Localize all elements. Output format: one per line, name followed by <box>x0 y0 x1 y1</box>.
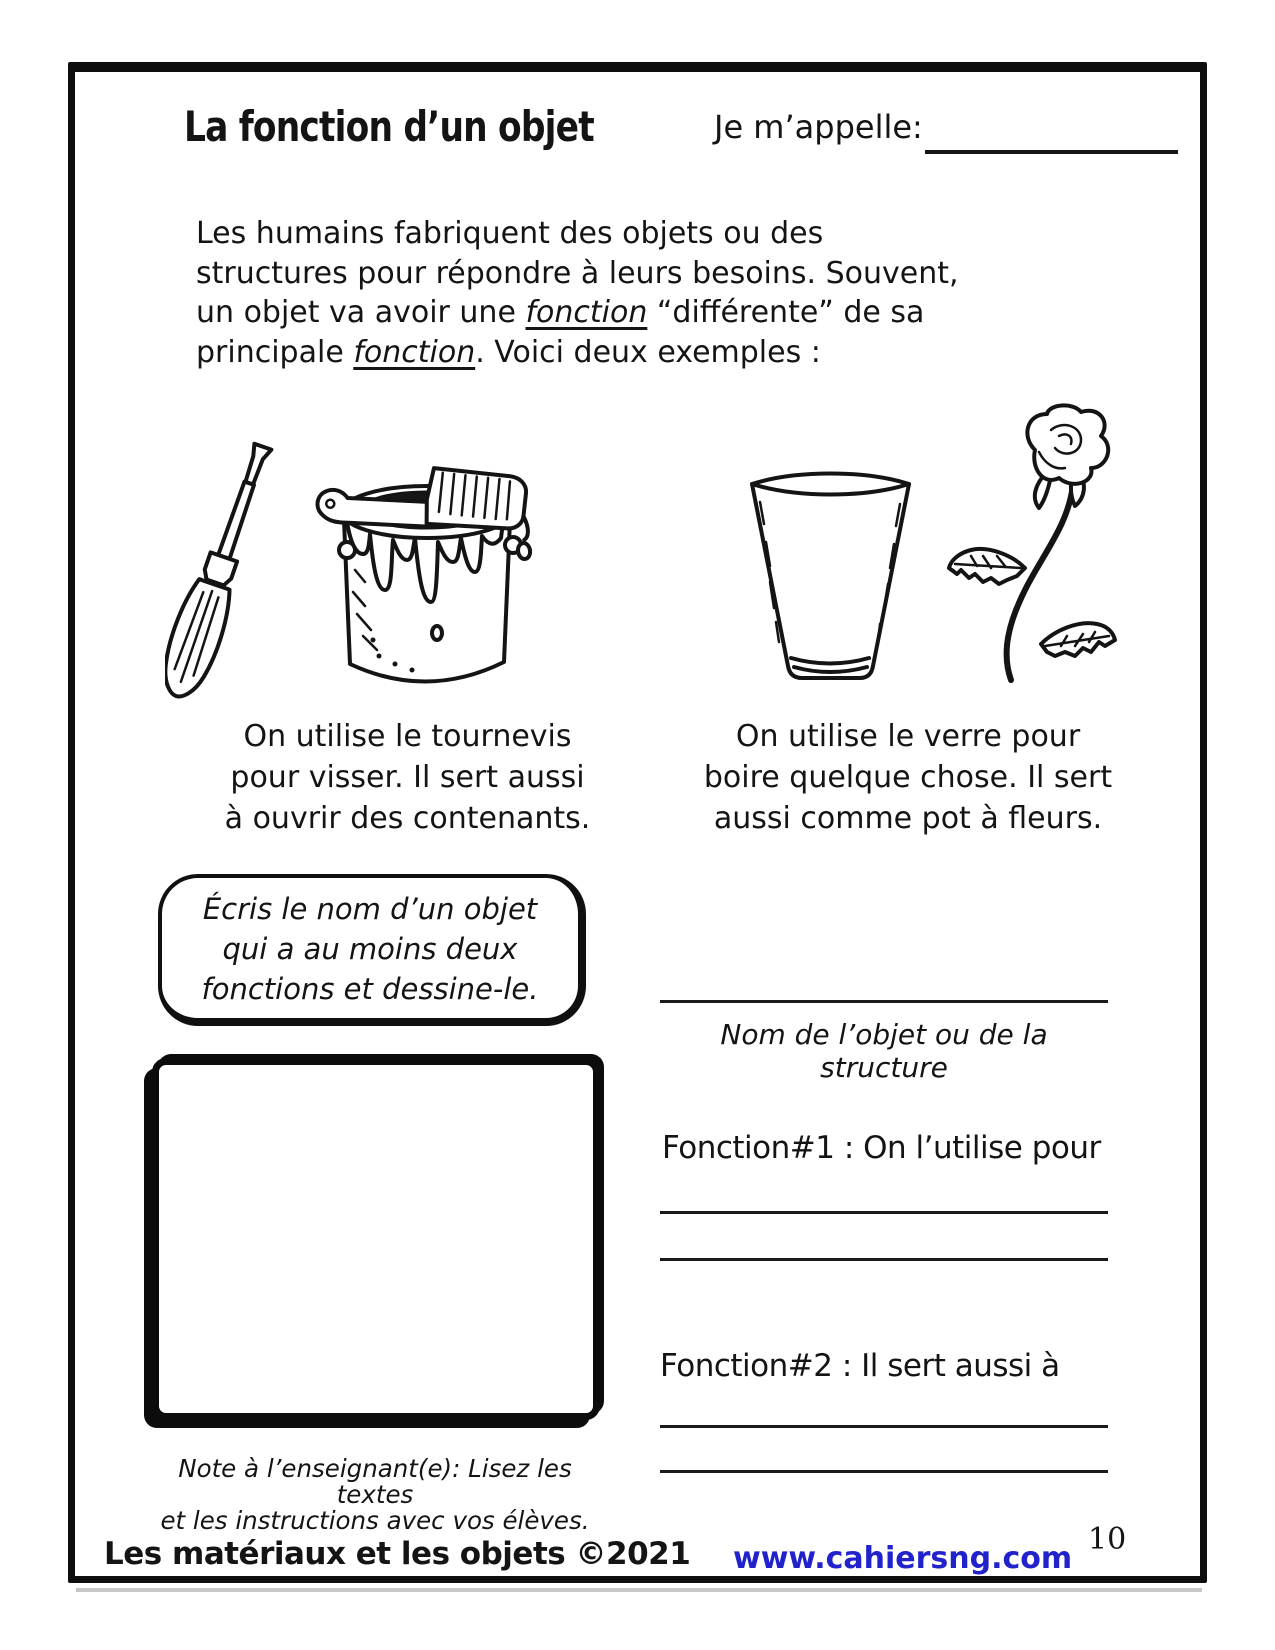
intro-line <box>196 214 959 254</box>
bubble-line: Écris le nom d’un objet <box>202 892 538 926</box>
caption-line: à ouvrir des contenants. <box>224 801 591 836</box>
caption-line: pour visser. Il sert aussi <box>230 760 585 795</box>
fonction2-label: Fonction#2 : Il sert aussi à <box>660 1348 1060 1384</box>
screwdriver-icon <box>165 439 284 704</box>
glass-and-rose-illustration <box>735 392 1117 700</box>
intro-line <box>196 333 959 373</box>
instruction-bubble <box>158 874 586 1026</box>
rose-bloom <box>1027 405 1108 483</box>
drinking-glass-icon <box>752 474 909 679</box>
glass-caption <box>658 716 1158 839</box>
bubble-line: qui a au moins deux <box>222 932 518 966</box>
intro-text: structures pour répondre à leurs besoins. Souvent, <box>196 255 959 291</box>
caption-line: On utilise le tournevis <box>243 719 572 754</box>
intro-text: un objet va avoir une <box>196 295 526 330</box>
paint-can-icon <box>315 454 537 681</box>
can-texture-dot <box>410 668 415 673</box>
intro-text: Les humains fabriquent des objets ou des <box>196 216 824 251</box>
object-name-caption: Nom de l’objet ou de la structure <box>720 1018 1048 1084</box>
rose-icon <box>949 405 1115 680</box>
page-title: La fonction d’un objet <box>184 102 594 151</box>
intro-paragraph <box>196 214 959 372</box>
screwdriver-and-paint-can-illustration <box>165 432 565 710</box>
website-link[interactable]: www.cahiersng.com <box>733 1541 1073 1576</box>
glass-body <box>752 474 909 679</box>
screwdriver-shaft <box>218 481 255 559</box>
intro-text: “différente” de sa <box>647 295 925 330</box>
page-number: 10 <box>1088 1522 1127 1557</box>
bubble-line: fonctions et dessine-le. <box>201 972 539 1006</box>
fonction2-blank-line-1[interactable] <box>660 1425 1108 1428</box>
intro-line <box>196 254 959 294</box>
fonction1-blank-line-1[interactable] <box>660 1211 1108 1214</box>
caption-line: aussi comme pot à fleurs. <box>713 801 1103 836</box>
caption-line: boire quelque chose. Il sert <box>703 760 1113 795</box>
intro-line <box>196 293 959 333</box>
drawing-area-box[interactable] <box>152 1058 600 1420</box>
caption-line: On utilise le verre pour <box>735 719 1081 754</box>
can-texture-dot <box>371 638 376 643</box>
teacher-note <box>140 1456 610 1534</box>
fonction1-label: Fonction#1 : On l’utilise pour <box>662 1130 1101 1166</box>
series-title: Les matériaux et les objets ©2021 <box>104 1536 691 1572</box>
intro-text: principale <box>196 334 354 370</box>
fonction2-blank-line-2[interactable] <box>660 1470 1108 1473</box>
student-name-blank-line[interactable] <box>925 150 1178 154</box>
page-border-scan-shadow <box>76 1588 1202 1592</box>
teacher-note-line: Note à l’enseignant(e): Lisez les textes <box>178 1454 572 1509</box>
screwdriver-caption <box>155 716 660 839</box>
fonction1-blank-line-2[interactable] <box>660 1258 1108 1261</box>
fonction-emphasis: fonction <box>525 295 648 330</box>
fonction-emphasis: fonction <box>353 334 476 370</box>
can-texture-dot <box>393 662 398 667</box>
student-name-label: Je m’appelle: <box>714 108 923 146</box>
paint-droplet <box>432 626 442 640</box>
teacher-note-line: et les instructions avec vos élèves. <box>160 1506 590 1535</box>
object-name-blank-line[interactable] <box>660 1000 1108 1003</box>
brush-paint-droplet <box>517 542 531 560</box>
can-texture-dot <box>377 654 382 659</box>
intro-text: . Voici deux exemples : <box>475 334 821 370</box>
